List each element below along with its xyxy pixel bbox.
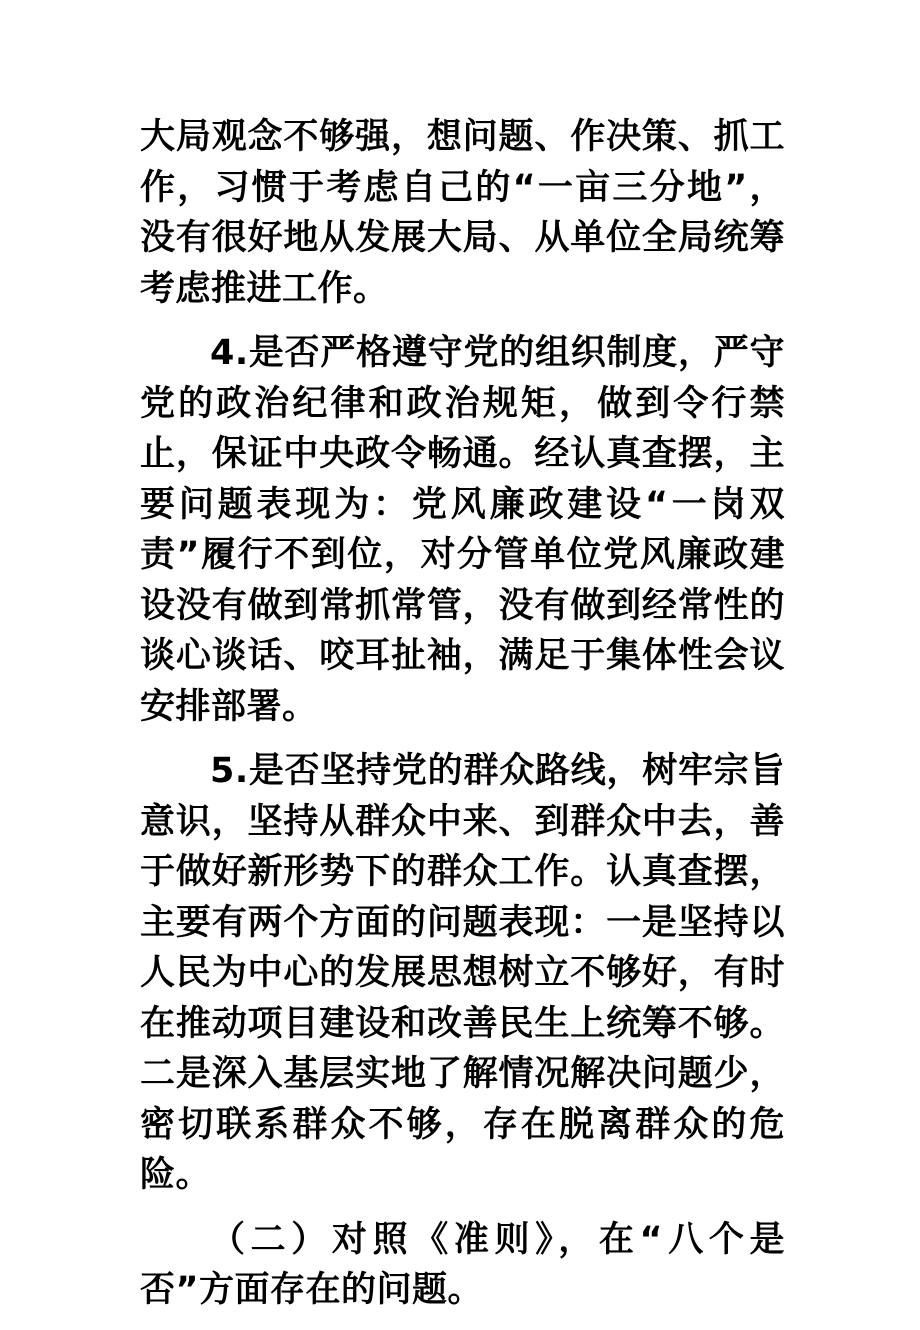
document-body [140,112,785,1330]
paragraph-item-5-mass-line: 5.是否坚持党的群众路线，树牢宗旨意识，坚持从群众中来、到群众中去，善于做好新形势下的群众工作。认真查摆，主要有两个方面的问题表现：一是坚持以人民为中心的发展思想树立不够好，有时在推动项目建设和改善民生上统筹不够。二是深入基层实地了解情况解决问题少，密切联系群众不够，存在脱离群众的危险。 [140,751,785,1195]
paragraph-big-picture: 大局观念不够强，想问题、作决策、抓工作，习惯于考虑自己的“一亩三分地”，没有很好地从发展大局、从单位全局统筹考虑推进工作。 [140,117,785,309]
section-heading-eight-whethers: （二）对照《准则》，在“八个是否”方面存在的问题。 [140,1219,785,1310]
paragraph-item-4-organization-system: 4.是否严格遵守党的组织制度，严守党的政治纪律和政治规矩，做到令行禁止，保证中央政令畅通。经认真查摆，主要问题表现为：党风廉政建设“一岗双责”履行不到位，对分管单位党风廉政建设没有做到常抓常管，没有做到经常性的谈心谈话、咬耳扯袖，满足于集体性会议安排部署。 [140,333,785,727]
